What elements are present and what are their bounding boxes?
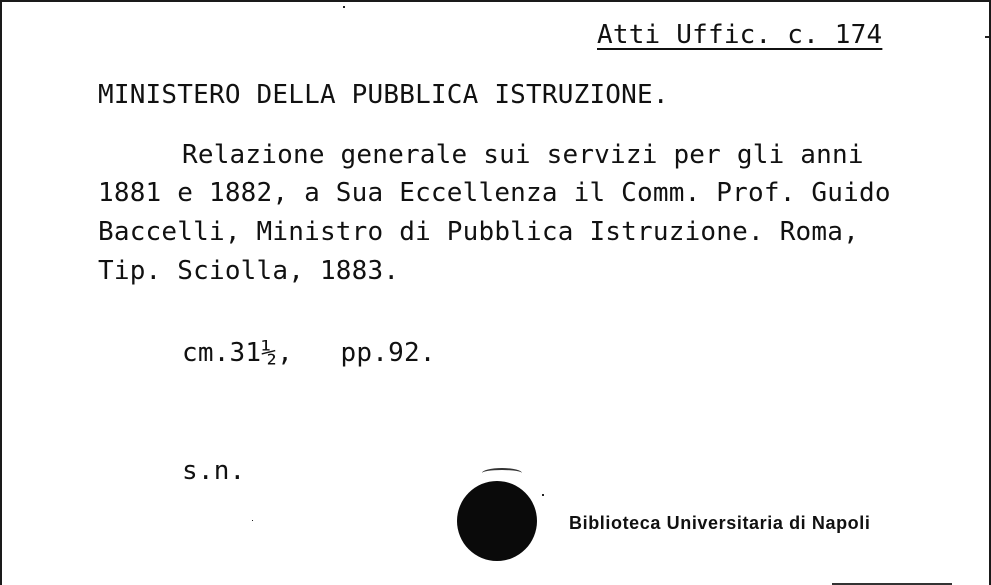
physical-description: cm.31½, pp.92.	[182, 338, 436, 368]
heading: MINISTERO DELLA PUBBLICA ISTRUZIONE.	[98, 80, 669, 110]
library-name: Biblioteca Universitaria di Napoli	[569, 513, 871, 533]
shelfmark: Atti Uffic. c. 174	[597, 20, 883, 50]
description-line: Tip. Sciolla, 1883.	[98, 256, 400, 286]
library-stamp	[457, 481, 537, 561]
description-line: 1881 e 1882, a Sua Eccellenza il Comm. Prof. Guido	[98, 178, 891, 208]
speck	[985, 36, 989, 38]
description-line: Relazione generale sui servizi per gli anni	[182, 140, 864, 170]
stamp-arc	[482, 468, 522, 478]
note: s.n.	[182, 456, 246, 486]
description-line: Baccelli, Ministro di Pubblica Istruzione. Roma,	[98, 217, 859, 247]
speck	[252, 520, 253, 521]
speck	[343, 6, 345, 8]
speck	[542, 494, 544, 496]
